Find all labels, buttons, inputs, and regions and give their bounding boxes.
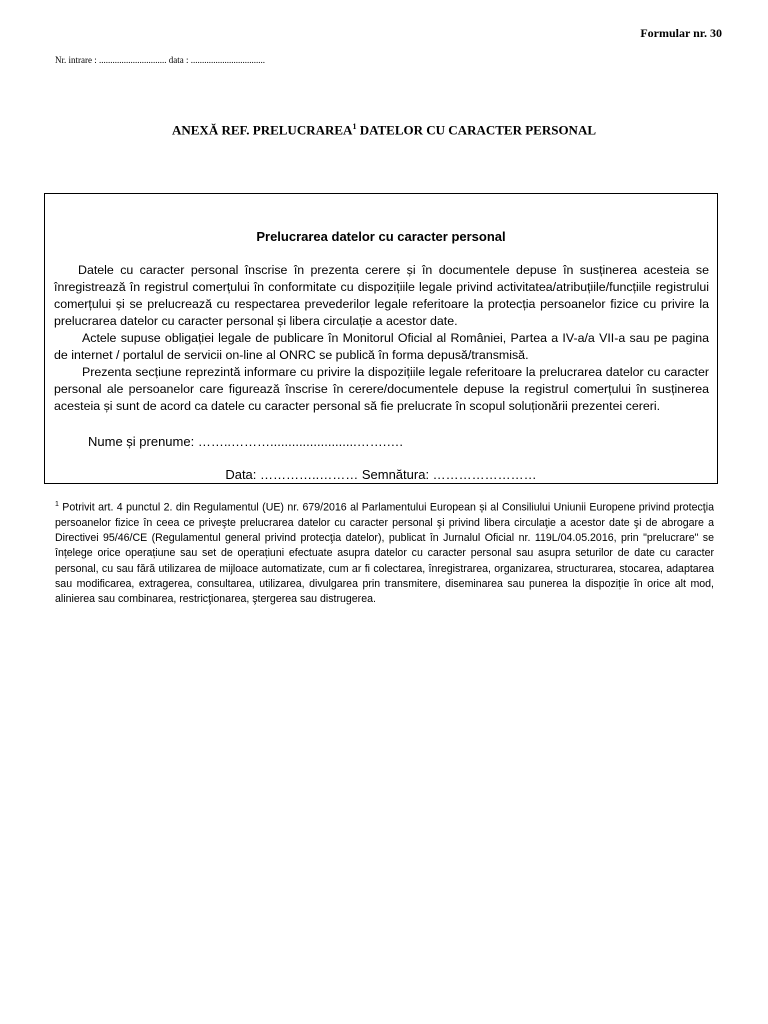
date-signature-field: Data: …………..……… Semnătura: …………………… xyxy=(225,467,537,482)
data-processing-box xyxy=(44,193,718,484)
paragraph-consent: Prezenta secțiune reprezintă informare cu privire la dispozițiile legale referitoare la prelucrarea datelor cu caracter personal ale persoanelor care figurează înscrise în cerere/documentele depuse la registrul comerțului în susținerea acesteia și sunt de acord ca datele cu caracter personal să fie prelucrate în scopul soluționării prezentei cereri. xyxy=(54,365,709,413)
annex-title-start: ANEXĂ REF. PRELUCRAREA xyxy=(171,122,353,138)
name-field: Nume și prenume: ……..………........................…….…. xyxy=(88,434,403,449)
annex-title xyxy=(0,122,768,138)
footnote-text: Potrivit art. 4 punctul 2. din Regulamentul (UE) nr. 679/2016 al Parlamentului European și al Consiliului Uniunii Europene privind protecţia persoanelor fizice în ceea ce priveşte prelucrarea datelor cu caracter personal şi privind libera circulaţie a acestor date şi de abrogare a Directivei 95/46/CE (Regulamentul general privind protecţia datelor), publicat în Jurnalul Oficial nr. 119L/04.05.2016, prin "prelucrare" se înțelege orice operațiune sau set de operațiuni efectuate asupra datelor cu caracter personal sau asupra seturilor de date cu caracter personal, cu sau fără utilizarea de mijloace automatizate, cum ar fi colectarea, înregistrarea, organizarea, structurarea, stocarea, adaptarea sau modificarea, extragerea, consultarea, utilizarea, divulgarea prin transmitere, diseminarea sau punerea la dispoziție în orice alt mod, alinierea sau combinarea, restricţionarea, ştergerea sau distrugerea. xyxy=(55,501,714,606)
box-title: Prelucrarea datelor cu caracter personal xyxy=(256,229,506,244)
paragraph-publication: Actele supuse obligației legale de publicare în Monitorul Oficial al României, Partea a IV-a/a VII-a sau pe pagina de internet / portalul de servicii on-line al ONRC se publică în forma depusă/transmisă. xyxy=(54,331,709,362)
box-text xyxy=(54,262,709,415)
registration-line: Nr. intrare : .............................. data : ................................. xyxy=(55,55,265,65)
form-number: Formular nr. 30 xyxy=(640,26,722,40)
annex-title-end: DATELOR CU CARACTER PERSONAL xyxy=(356,122,596,138)
annex-title-footnote-ref: 1 xyxy=(352,122,357,131)
footnote xyxy=(55,497,714,608)
paragraph-data-registration: Datele cu caracter personal înscrise în prezenta cerere și în documentele depuse în susținerea acesteia se înregistrează în registrul comerțului în conformitate cu dispozițiile legale privind activitatea/atribuțiile/funcțiile registrului comerțului și se prelucrează cu respectarea prevederilor legale referitoare la protecția persoanelor fizice cu privire la prelucrarea datelor cu caracter personal și libera circulație a acestor date. xyxy=(54,263,709,328)
footnote-marker: 1 xyxy=(55,501,59,508)
